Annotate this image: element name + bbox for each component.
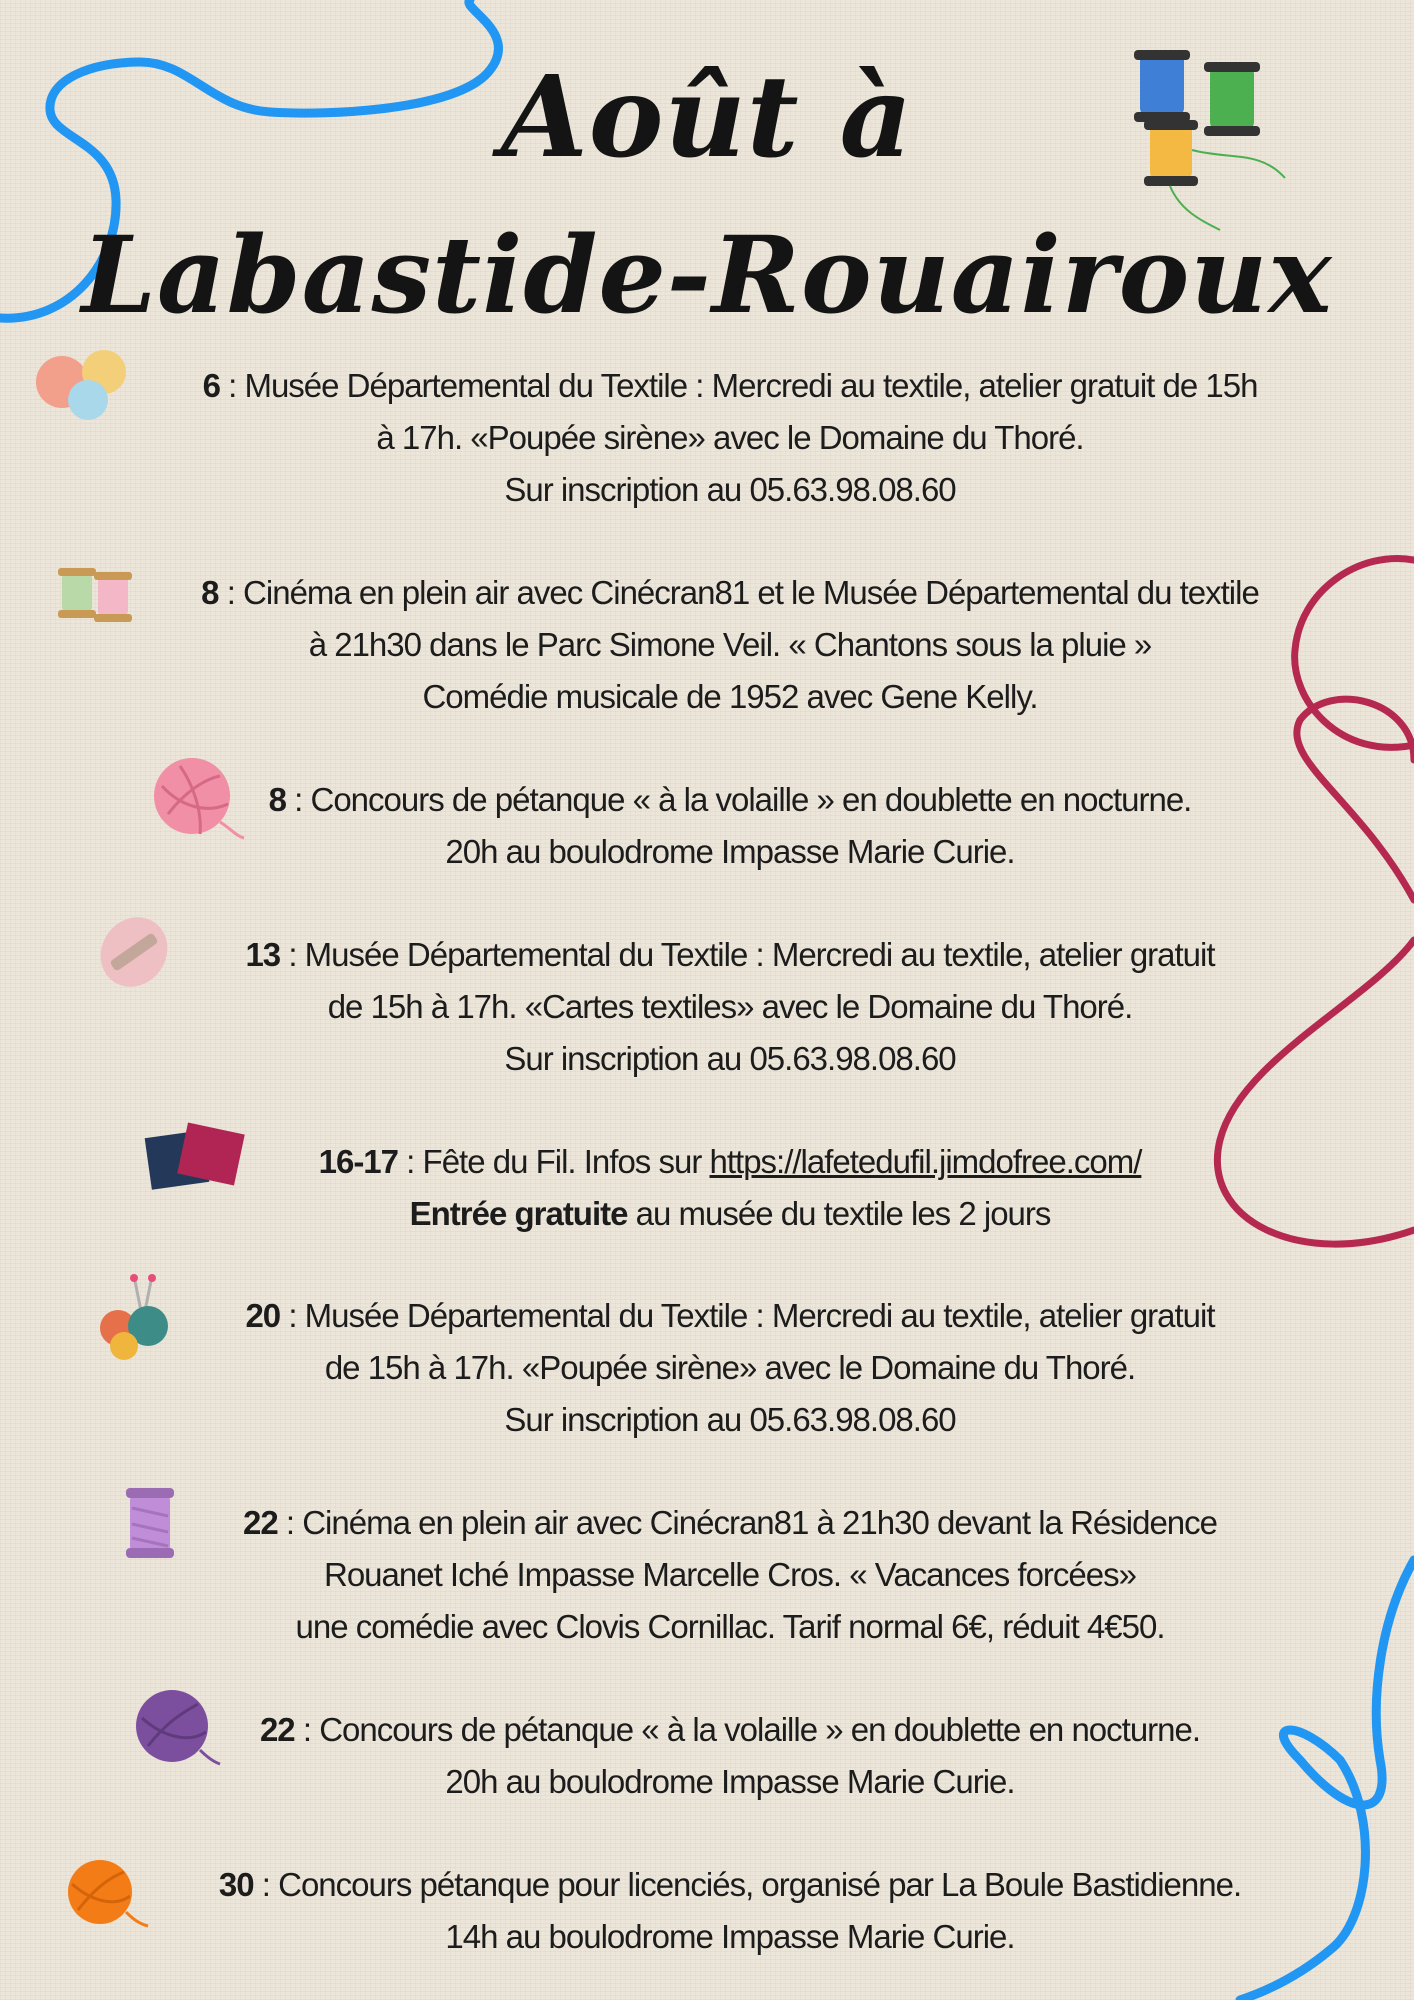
event-line: Concours pétanque pour licenciés, organisé par La Boule Bastidienne.: [278, 1866, 1242, 1903]
event-date: 6: [202, 367, 220, 404]
event-line: Sur inscription au 05.63.98.08.60: [504, 1040, 956, 1077]
event-date: 8: [201, 574, 219, 611]
event-line: Fête du Fil. Infos sur: [422, 1143, 702, 1180]
event-line: une comédie avec Clovis Cornillac. Tarif normal 6€, réduit 4€50.: [295, 1608, 1165, 1645]
event-date: 22: [242, 1504, 278, 1541]
event-1: 6 : Musée Départemental du Textile : Mercredi au textile, atelier gratuit de 15h à 17h. «Poupée sirène» avec le Domaine du Thoré. Sur inscription au 05.63.98.08.60: [120, 360, 1340, 516]
event-8: 22 : Concours de pétanque « à la volaille » en doublette en nocturne. 20h au boulodrome Impasse Marie Curie.: [120, 1704, 1340, 1808]
event-date: 13: [245, 936, 281, 973]
event-line: Cinéma en plein air avec Cinécran81 et le Musée Départemental du textile: [243, 574, 1259, 611]
page-title-line2: Labastide-Rouairoux: [81, 212, 1333, 337]
event-2: 8 : Cinéma en plein air avec Cinécran81 et le Musée Départemental du textile à 21h30 dans le Parc Simone Veil. « Chantons sous la pluie » Comédie musicale de 1952 avec Gene Kelly.: [120, 567, 1340, 723]
event-line: à 17h. «Poupée sirène» avec le Domaine du Thoré.: [376, 419, 1084, 456]
event-3: 8 : Concours de pétanque « à la volaille » en doublette en nocturne. 20h au boulodrome Impasse Marie Curie.: [120, 774, 1340, 878]
event-date: 20: [245, 1297, 281, 1334]
event-line: de 15h à 17h. «Cartes textiles» avec le Domaine du Thoré.: [327, 988, 1133, 1025]
event-7: 22 : Cinéma en plein air avec Cinécran81 à 21h30 devant la Résidence Rouanet Iché Impasse Marcelle Cros. « Vacances forcées» une comédie avec Clovis Cornillac. Tarif normal 6€, réduit 4€50.: [120, 1497, 1340, 1653]
festival-link[interactable]: https://lafetedufil.jimdofree.com/: [709, 1143, 1142, 1180]
event-date: 8: [268, 781, 286, 818]
event-line: Concours de pétanque « à la volaille » en doublette en nocturne.: [319, 1711, 1201, 1748]
event-line: Comédie musicale de 1952 avec Gene Kelly.: [422, 678, 1038, 715]
event-9: 30 : Concours pétanque pour licenciés, organisé par La Boule Bastidienne. 14h au boulodrome Impasse Marie Curie.: [120, 1859, 1340, 1963]
event-line: 20h au boulodrome Impasse Marie Curie.: [445, 1763, 1015, 1800]
event-line: Concours de pétanque « à la volaille » en doublette en nocturne.: [310, 781, 1192, 818]
event-line: 20h au boulodrome Impasse Marie Curie.: [445, 833, 1015, 870]
event-date: 30: [218, 1866, 254, 1903]
event-date: 22: [259, 1711, 295, 1748]
event-line: Musée Départemental du Textile : Mercredi au textile, atelier gratuit: [304, 1297, 1215, 1334]
event-6: 20 : Musée Départemental du Textile : Mercredi au textile, atelier gratuit de 15h à 17h. «Poupée sirène» avec le Domaine du Thoré. Sur inscription au 05.63.98.08.60: [120, 1290, 1340, 1446]
event-line: de 15h à 17h. «Poupée sirène» avec le Domaine du Thoré.: [324, 1349, 1136, 1386]
free-entry-label: Entrée gratuite: [409, 1195, 628, 1232]
event-line: 14h au boulodrome Impasse Marie Curie.: [445, 1918, 1015, 1955]
event-line: au musée du textile les 2 jours: [635, 1195, 1051, 1232]
event-line: Sur inscription au 05.63.98.08.60: [504, 1401, 956, 1438]
event-4: 13 : Musée Départemental du Textile : Mercredi au textile, atelier gratuit de 15h à 17h. «Cartes textiles» avec le Domaine du Thoré. Sur inscription au 05.63.98.08.60: [120, 929, 1340, 1085]
event-date: 16-17: [318, 1143, 399, 1180]
event-line: Musée Départemental du Textile : Mercredi au textile, atelier gratuit: [304, 936, 1215, 973]
event-5: 16-17 : Fête du Fil. Infos sur https://lafetedufil.jimdofree.com/ Entrée gratuite au musée du textile les 2 jours: [318, 1143, 1142, 1232]
event-line: Cinéma en plein air avec Cinécran81 à 21h30 devant la Résidence: [302, 1504, 1218, 1541]
event-line: Sur inscription au 05.63.98.08.60: [504, 471, 956, 508]
event-line: Musée Départemental du Textile : Mercredi au textile, atelier gratuit de 15h: [244, 367, 1258, 404]
event-line: à 21h30 dans le Parc Simone Veil. « Chantons sous la pluie »: [308, 626, 1152, 663]
event-line: Rouanet Iché Impasse Marcelle Cros. « Vacances forcées»: [324, 1556, 1136, 1593]
page-title-line1: Août à: [500, 52, 914, 183]
